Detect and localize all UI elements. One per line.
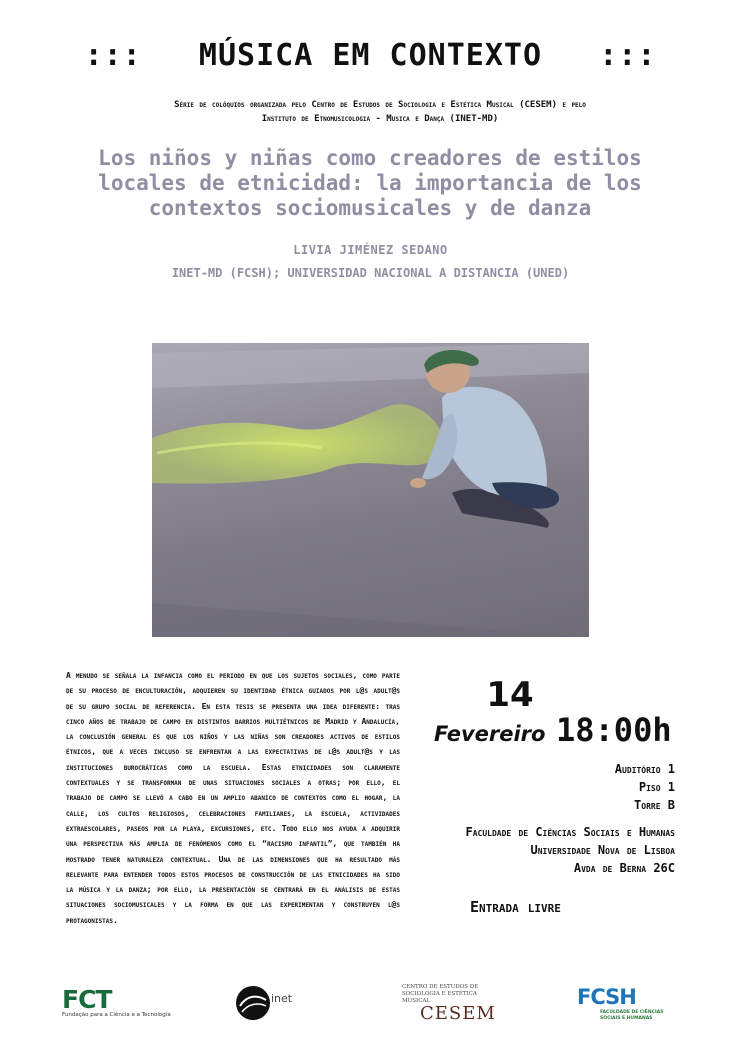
inet-logo: inet bbox=[271, 992, 293, 1005]
series-title: ::: MÚSICA EM CONTEXTO ::: bbox=[84, 38, 657, 73]
cesem-logo-name: CENTRO DE ESTUDOS DE SOCIOLOGIA E ESTÉTICA MUSICAL bbox=[402, 984, 479, 1004]
event-day: 14 bbox=[486, 675, 534, 715]
entrance-note: Entrada livre bbox=[470, 898, 561, 916]
event-time: 18:00h bbox=[556, 711, 672, 749]
venue-address: Avda de Berna 26C bbox=[573, 861, 675, 875]
inet-logo-icon bbox=[236, 986, 270, 1020]
venue-university: Universidade Nova de Lisboa bbox=[530, 843, 675, 857]
venue-tower: Torre B bbox=[634, 798, 675, 812]
fcsh-logo: FCSH bbox=[577, 985, 636, 1009]
series-subtitle-line-1: Série de colóquios organizada pelo Centro de Estudos de Sociologia e Estética Musical (CESEM) e pelo bbox=[174, 100, 586, 110]
venue-faculty: Faculdade de Ciências Sociais e Humanas bbox=[465, 825, 675, 839]
abstract-text: A menudo se señala la infancia como el periodo en que los sujetos sociales, como parte de su proceso de enculturación, adquieren su identidad étnica guiados por l@s adult@s de su grupo social de referencia. En esta tesis se presenta una idea diferente: tras cinco años de trabajo de campo en distintos barrios multiétnicos de Madrid y Andalucía, la conclusión general es que los niños y las niñas son creadores activos de estilos étnicos, que a veces incluso se enfrentan a las expectativas de l@s adult@s y las instituciones burocráticas como la escuela. Estas etnicidades son claramente contextuales y se transforman de unas situaciones sociales a otras; por ello, el trabajo de campo se llevó a cabo en un amplio abanico de contextos como el hogar, la calle, los cultos religiosos, celebraciones familiares, la escuela, actividades extraescolares, paseos por la playa, excursiones, etc. Todo ello nos ayuda a adquirir una perspectiva más amplia de fenómenos como el “racismo infantil”, que también ha mostrado tener naturaleza contextual. Una de las dimensiones que ha resultado más relevante para entender todos estos procesos de construcción de las etnicidades ha sido la música y la danza; por ello, la presentación se centrará en el análisis de estas situaciones sociomusicales y la forma en que las experimentan y construyen l@s protagonistas. bbox=[66, 671, 400, 925]
photo-illustration bbox=[152, 343, 589, 637]
venue-room: Auditório 1 bbox=[614, 762, 675, 776]
talk-title: Los niños y niñas como creadores de estilos locales de etnicidad: la importancia de los contextos sociomusicales y de danza bbox=[98, 146, 642, 220]
fct-logo: FCT bbox=[62, 985, 112, 1014]
venue-floor: Piso 1 bbox=[638, 780, 675, 794]
series-subtitle bbox=[60, 98, 700, 126]
series-subtitle-line-2: Instituto de Etnomusicologia - Musica e Dança (INET-MD) bbox=[261, 114, 499, 124]
speaker-affiliation: INET-MD (FCSH); UNIVERSIDAD NACIONAL A DISTANCIA (UNED) bbox=[171, 266, 570, 280]
speaker-name: LIVIA JIMÉNEZ SEDANO bbox=[293, 243, 448, 257]
fct-logo-name: Fundação para a Ciência e a Tecnologia bbox=[62, 1012, 171, 1018]
event-month: Fevereiro bbox=[434, 722, 546, 746]
event-photo bbox=[152, 343, 589, 637]
fcsh-logo-name: FACULDADE DE CIÊNCIAS SOCIAIS E HUMANAS bbox=[600, 1010, 664, 1021]
cesem-logo: CESEM bbox=[420, 1003, 496, 1024]
